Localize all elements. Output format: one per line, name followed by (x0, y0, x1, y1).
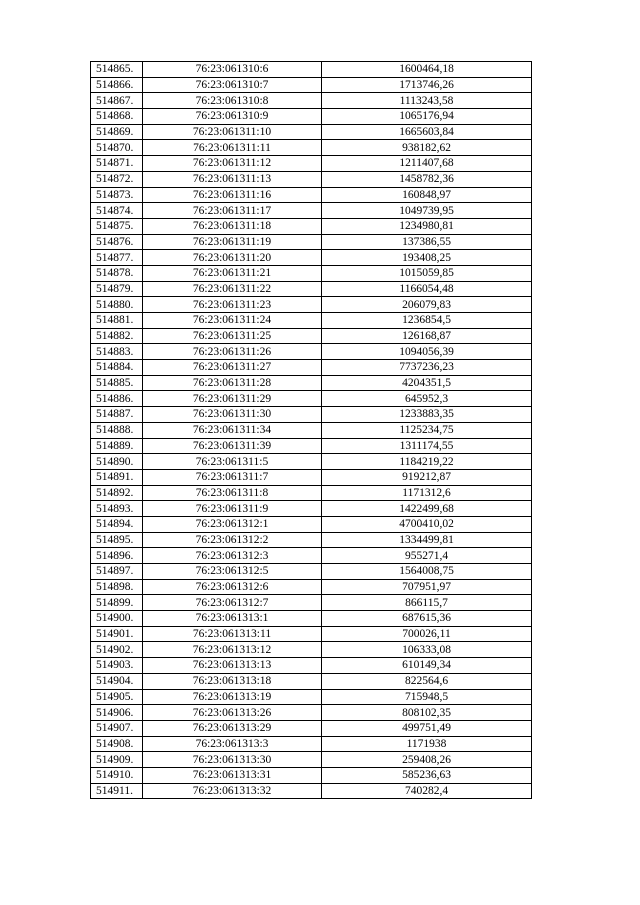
row-number-cell: 514874. (91, 203, 143, 219)
table-row (91, 140, 532, 156)
table-row (91, 595, 532, 611)
cadastral-number-cell: 76:23:061312:2 (143, 532, 322, 548)
row-number-cell: 514877. (91, 250, 143, 266)
cadastral-value-cell: 585236,63 (322, 767, 532, 783)
table-row (91, 689, 532, 705)
table-row (91, 579, 532, 595)
row-number-cell: 514892. (91, 485, 143, 501)
cadastral-value-cell: 1166054,48 (322, 281, 532, 297)
table-row (91, 218, 532, 234)
table-row (91, 752, 532, 768)
cadastral-value-cell: 1236854,5 (322, 313, 532, 329)
row-number-cell: 514902. (91, 642, 143, 658)
row-number-cell: 514901. (91, 626, 143, 642)
table-row (91, 234, 532, 250)
cadastral-value-cell: 106333,08 (322, 642, 532, 658)
cadastral-value-cell: 687615,36 (322, 611, 532, 627)
cadastral-number-cell: 76:23:061311:34 (143, 422, 322, 438)
cadastral-value-cell: 206079,83 (322, 297, 532, 313)
table-row (91, 736, 532, 752)
table-row (91, 516, 532, 532)
cadastral-value-cell: 193408,25 (322, 250, 532, 266)
row-number-cell: 514890. (91, 454, 143, 470)
cadastral-number-cell: 76:23:061312:5 (143, 564, 322, 580)
cadastral-value-cell: 707951,97 (322, 579, 532, 595)
cadastral-number-cell: 76:23:061311:21 (143, 265, 322, 281)
cadastral-value-cell: 822564,6 (322, 673, 532, 689)
table-row (91, 124, 532, 140)
table-row (91, 171, 532, 187)
row-number-cell: 514881. (91, 313, 143, 329)
cadastral-value-cell: 137386,55 (322, 234, 532, 250)
table-row (91, 250, 532, 266)
table-row (91, 422, 532, 438)
cadastral-value-cell: 1125234,75 (322, 422, 532, 438)
cadastral-value-cell: 1422499,68 (322, 501, 532, 517)
table-row (91, 109, 532, 125)
table-row (91, 767, 532, 783)
cadastral-number-cell: 76:23:061313:1 (143, 611, 322, 627)
row-number-cell: 514883. (91, 344, 143, 360)
cadastral-number-cell: 76:23:061311:18 (143, 218, 322, 234)
cadastral-number-cell: 76:23:061312:3 (143, 548, 322, 564)
table-row (91, 265, 532, 281)
row-number-cell: 514872. (91, 171, 143, 187)
cadastral-value-cell: 1233883,35 (322, 407, 532, 423)
cadastral-value-cell: 1049739,95 (322, 203, 532, 219)
cadastral-number-cell: 76:23:061313:26 (143, 705, 322, 721)
table-row (91, 438, 532, 454)
cadastral-number-cell: 76:23:061311:5 (143, 454, 322, 470)
table-row (91, 297, 532, 313)
cadastral-number-cell: 76:23:061313:13 (143, 658, 322, 674)
row-number-cell: 514897. (91, 564, 143, 580)
row-number-cell: 514886. (91, 391, 143, 407)
table-row (91, 548, 532, 564)
table-row (91, 532, 532, 548)
table-row (91, 313, 532, 329)
row-number-cell: 514899. (91, 595, 143, 611)
row-number-cell: 514906. (91, 705, 143, 721)
cadastral-value-cell: 1311174,55 (322, 438, 532, 454)
table-row (91, 62, 532, 78)
table-row (91, 360, 532, 376)
cadastral-number-cell: 76:23:061311:8 (143, 485, 322, 501)
cadastral-value-cell: 1665603,84 (322, 124, 532, 140)
table-row (91, 673, 532, 689)
cadastral-value-cell: 499751,49 (322, 720, 532, 736)
row-number-cell: 514894. (91, 516, 143, 532)
cadastral-number-cell: 76:23:061311:16 (143, 187, 322, 203)
cadastral-value-cell: 955271,4 (322, 548, 532, 564)
cadastral-number-cell: 76:23:061311:17 (143, 203, 322, 219)
row-number-cell: 514882. (91, 328, 143, 344)
table-row (91, 611, 532, 627)
table-row (91, 328, 532, 344)
cadastral-number-cell: 76:23:061311:12 (143, 156, 322, 172)
table-row (91, 705, 532, 721)
table-row (91, 485, 532, 501)
cadastral-value-cell: 610149,34 (322, 658, 532, 674)
row-number-cell: 514865. (91, 62, 143, 78)
table-row (91, 156, 532, 172)
row-number-cell: 514889. (91, 438, 143, 454)
table-body (91, 62, 532, 799)
cadastral-number-cell: 76:23:061311:28 (143, 375, 322, 391)
cadastral-number-cell: 76:23:061311:27 (143, 360, 322, 376)
table-row (91, 564, 532, 580)
cadastral-value-cell: 4204351,5 (322, 375, 532, 391)
row-number-cell: 514911. (91, 783, 143, 799)
cadastral-value-cell: 259408,26 (322, 752, 532, 768)
cadastral-number-cell: 76:23:061311:29 (143, 391, 322, 407)
row-number-cell: 514871. (91, 156, 143, 172)
cadastral-number-cell: 76:23:061311:24 (143, 313, 322, 329)
table-row (91, 720, 532, 736)
cadastral-number-cell: 76:23:061311:20 (143, 250, 322, 266)
cadastral-number-cell: 76:23:061311:23 (143, 297, 322, 313)
table-row (91, 203, 532, 219)
cadastral-value-cell: 4700410,02 (322, 516, 532, 532)
cadastral-number-cell: 76:23:061311:9 (143, 501, 322, 517)
cadastral-value-cell: 1211407,68 (322, 156, 532, 172)
table-row (91, 454, 532, 470)
cadastral-value-table (90, 61, 532, 799)
row-number-cell: 514898. (91, 579, 143, 595)
cadastral-value-cell: 645952,3 (322, 391, 532, 407)
row-number-cell: 514878. (91, 265, 143, 281)
cadastral-value-cell: 1171938 (322, 736, 532, 752)
cadastral-number-cell: 76:23:061313:31 (143, 767, 322, 783)
cadastral-number-cell: 76:23:061311:30 (143, 407, 322, 423)
cadastral-number-cell: 76:23:061311:22 (143, 281, 322, 297)
cadastral-number-cell: 76:23:061313:32 (143, 783, 322, 799)
table-row (91, 407, 532, 423)
cadastral-value-cell: 1094056,39 (322, 344, 532, 360)
cadastral-value-cell: 919212,87 (322, 469, 532, 485)
row-number-cell: 514885. (91, 375, 143, 391)
cadastral-number-cell: 76:23:061311:26 (143, 344, 322, 360)
table-row (91, 626, 532, 642)
cadastral-value-cell: 1171312,6 (322, 485, 532, 501)
row-number-cell: 514888. (91, 422, 143, 438)
row-number-cell: 514908. (91, 736, 143, 752)
table-row (91, 469, 532, 485)
table-row (91, 658, 532, 674)
table-row (91, 187, 532, 203)
cadastral-number-cell: 76:23:061312:7 (143, 595, 322, 611)
cadastral-number-cell: 76:23:061312:6 (143, 579, 322, 595)
cadastral-value-cell: 1564008,75 (322, 564, 532, 580)
cadastral-number-cell: 76:23:061311:13 (143, 171, 322, 187)
row-number-cell: 514870. (91, 140, 143, 156)
cadastral-value-cell: 7737236,23 (322, 360, 532, 376)
table-row (91, 93, 532, 109)
cadastral-number-cell: 76:23:061313:29 (143, 720, 322, 736)
cadastral-number-cell: 76:23:061310:6 (143, 62, 322, 78)
cadastral-value-cell: 866115,7 (322, 595, 532, 611)
cadastral-number-cell: 76:23:061313:12 (143, 642, 322, 658)
row-number-cell: 514873. (91, 187, 143, 203)
table-row (91, 375, 532, 391)
row-number-cell: 514893. (91, 501, 143, 517)
cadastral-number-cell: 76:23:061313:18 (143, 673, 322, 689)
row-number-cell: 514879. (91, 281, 143, 297)
cadastral-value-cell: 740282,4 (322, 783, 532, 799)
cadastral-value-cell: 1234980,81 (322, 218, 532, 234)
cadastral-value-cell: 1184219,22 (322, 454, 532, 470)
row-number-cell: 514910. (91, 767, 143, 783)
row-number-cell: 514903. (91, 658, 143, 674)
cadastral-number-cell: 76:23:061310:7 (143, 77, 322, 93)
row-number-cell: 514880. (91, 297, 143, 313)
table-row (91, 642, 532, 658)
row-number-cell: 514869. (91, 124, 143, 140)
cadastral-number-cell: 76:23:061311:39 (143, 438, 322, 454)
row-number-cell: 514868. (91, 109, 143, 125)
cadastral-number-cell: 76:23:061312:1 (143, 516, 322, 532)
cadastral-value-cell: 1015059,85 (322, 265, 532, 281)
row-number-cell: 514884. (91, 360, 143, 376)
row-number-cell: 514891. (91, 469, 143, 485)
table-row (91, 344, 532, 360)
row-number-cell: 514875. (91, 218, 143, 234)
cadastral-value-cell: 1458782,36 (322, 171, 532, 187)
row-number-cell: 514907. (91, 720, 143, 736)
cadastral-number-cell: 76:23:061311:10 (143, 124, 322, 140)
row-number-cell: 514895. (91, 532, 143, 548)
row-number-cell: 514876. (91, 234, 143, 250)
cadastral-number-cell: 76:23:061313:30 (143, 752, 322, 768)
cadastral-number-cell: 76:23:061313:3 (143, 736, 322, 752)
row-number-cell: 514900. (91, 611, 143, 627)
cadastral-value-cell: 715948,5 (322, 689, 532, 705)
row-number-cell: 514866. (91, 77, 143, 93)
table-row (91, 281, 532, 297)
cadastral-value-cell: 1065176,94 (322, 109, 532, 125)
table-row (91, 77, 532, 93)
row-number-cell: 514905. (91, 689, 143, 705)
cadastral-value-cell: 700026,11 (322, 626, 532, 642)
cadastral-value-cell: 1713746,26 (322, 77, 532, 93)
cadastral-number-cell: 76:23:061311:11 (143, 140, 322, 156)
row-number-cell: 514896. (91, 548, 143, 564)
row-number-cell: 514904. (91, 673, 143, 689)
cadastral-value-cell: 126168,87 (322, 328, 532, 344)
table-row (91, 783, 532, 799)
cadastral-number-cell: 76:23:061311:19 (143, 234, 322, 250)
cadastral-value-cell: 808102,35 (322, 705, 532, 721)
row-number-cell: 514867. (91, 93, 143, 109)
cadastral-number-cell: 76:23:061311:7 (143, 469, 322, 485)
cadastral-value-cell: 1600464,18 (322, 62, 532, 78)
cadastral-value-cell: 1334499,81 (322, 532, 532, 548)
cadastral-number-cell: 76:23:061313:19 (143, 689, 322, 705)
cadastral-number-cell: 76:23:061311:25 (143, 328, 322, 344)
table-row (91, 501, 532, 517)
cadastral-value-cell: 160848,97 (322, 187, 532, 203)
cadastral-number-cell: 76:23:061310:8 (143, 93, 322, 109)
cadastral-value-cell: 938182,62 (322, 140, 532, 156)
table-row (91, 391, 532, 407)
cadastral-number-cell: 76:23:061310:9 (143, 109, 322, 125)
cadastral-number-cell: 76:23:061313:11 (143, 626, 322, 642)
cadastral-value-cell: 1113243,58 (322, 93, 532, 109)
row-number-cell: 514887. (91, 407, 143, 423)
row-number-cell: 514909. (91, 752, 143, 768)
